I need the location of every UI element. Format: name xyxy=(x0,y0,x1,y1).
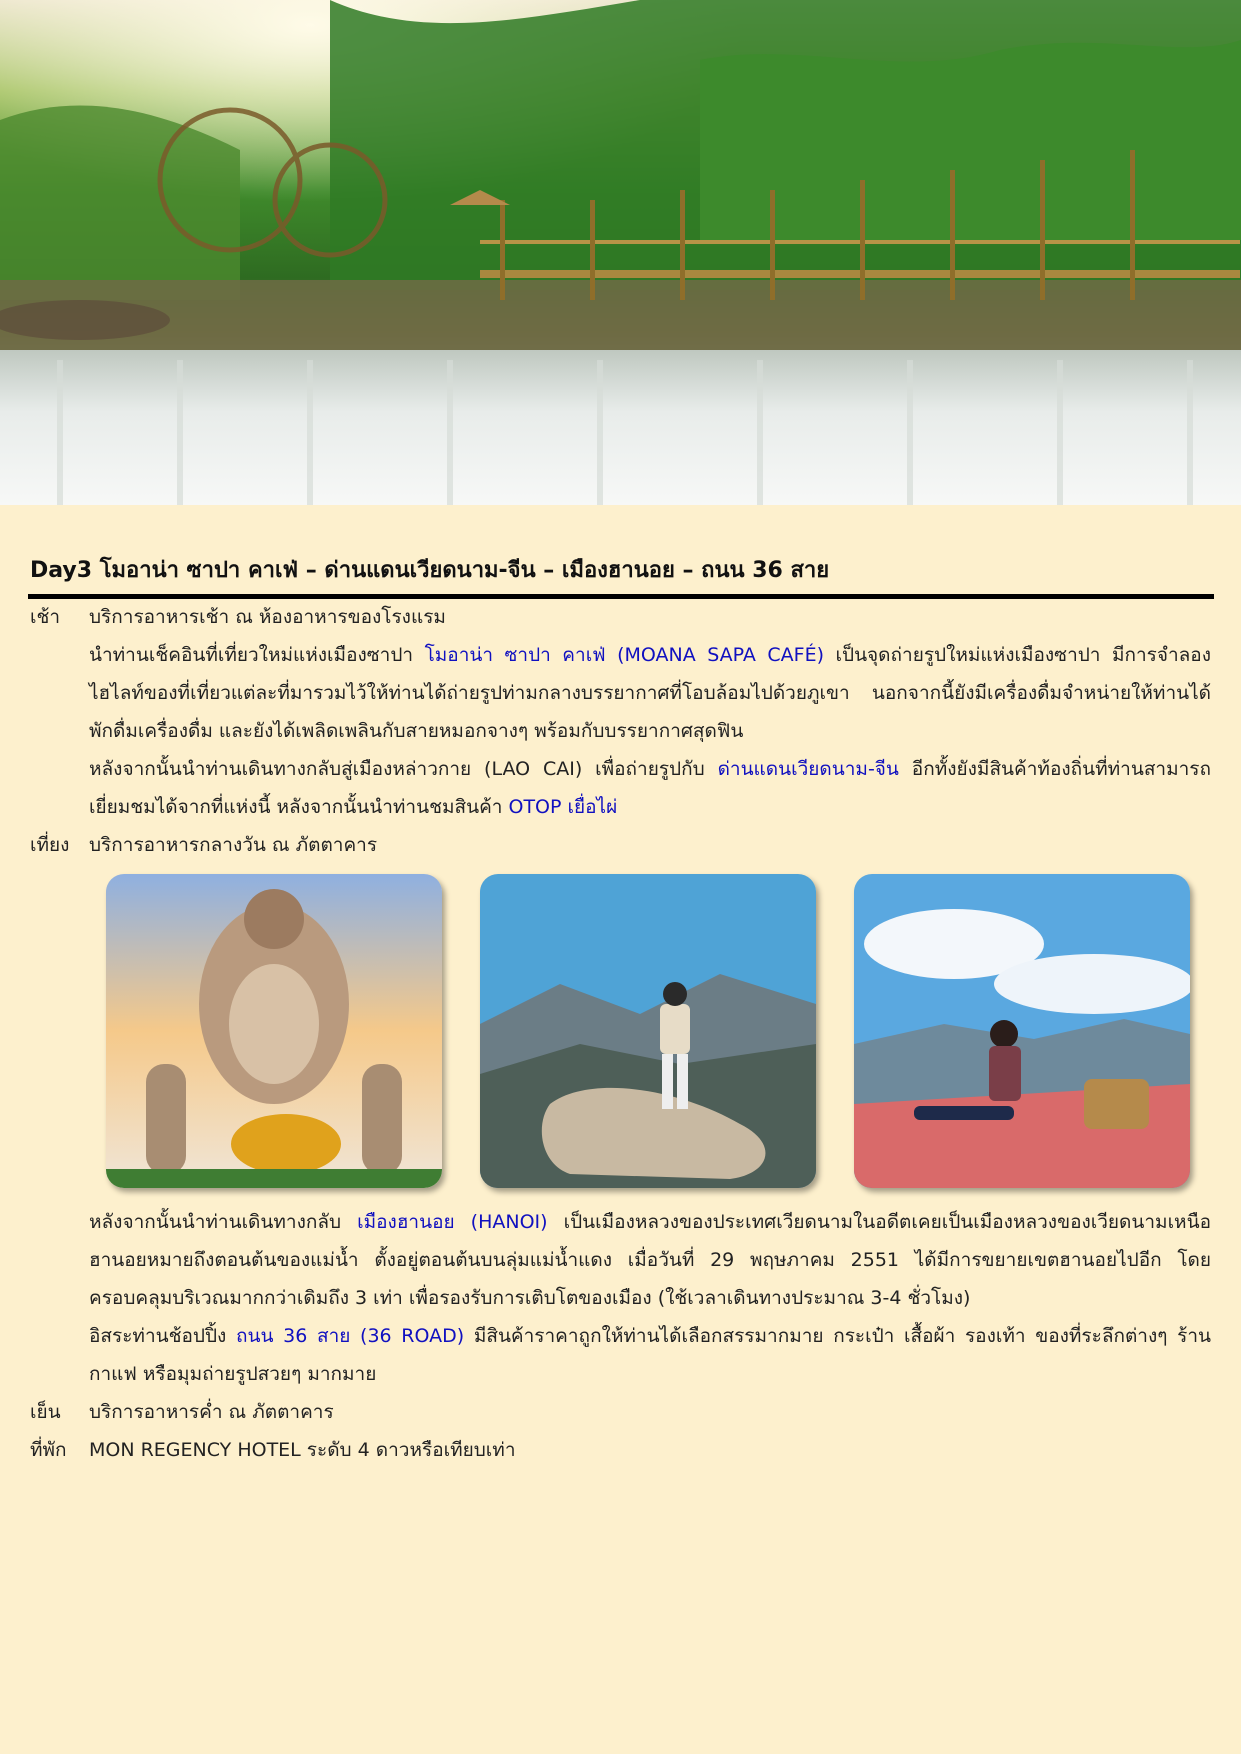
text: มีสินค้าราคาถูกให้ท่านได้เลือกสรรมากมาย กระเป๋า เสื้อผ้า รองเท้า ของที่ระลึกต่างๆ ร้านกาแฟ หรือมุมถ่ายรูปสวยๆ มากมาย xyxy=(89,1325,1211,1385)
page-title: Day3 โมอาน่า ซาปา คาเฟ่ – ด่านแดนเวียดนาม-จีน – เมืองฮานอย – ถนน 36 สาย xyxy=(30,558,830,583)
photo-statue-hands xyxy=(106,874,442,1188)
paragraph-hanoi xyxy=(89,1203,1211,1317)
schedule-text: บริการอาหารกลางวัน ณ ภัตตาคาร xyxy=(89,834,378,856)
highlight-text: โมอาน่า ซาปา คาเฟ่ (MOANA SAPA CAFÉ) xyxy=(424,644,825,666)
photo-picnic-mountain xyxy=(854,874,1190,1188)
highlight-text: เมืองฮานอย (HANOI) xyxy=(357,1211,548,1233)
text: นำท่านเช็คอินที่เที่ยวใหม่แห่งเมืองซาปา xyxy=(89,644,425,666)
paragraph-border xyxy=(89,750,1211,826)
time-label: เย็น xyxy=(30,1401,61,1423)
schedule-text: MON REGENCY HOTEL ระดับ 4 ดาวหรือเทียบเท่า xyxy=(89,1439,516,1461)
text: อิสระท่านช้อปปิ้ง xyxy=(89,1325,236,1347)
highlight-text: ถนน 36 สาย (36 ROAD) xyxy=(235,1325,465,1347)
text: หลังจากนั้นนำท่านเดินทางกลับสู่เมืองหล่าวกาย (LAO CAI) เพื่อถ่ายรูปกับ xyxy=(89,758,718,780)
time-label: เช้า xyxy=(30,606,61,628)
time-label: ที่พัก xyxy=(30,1439,67,1461)
time-label: เที่ยง xyxy=(30,834,70,856)
hero-photo xyxy=(0,0,1241,505)
text: หลังจากนั้นนำท่านเดินทางกลับ xyxy=(89,1211,358,1233)
highlight-text: ด่านแดนเวียดนาม-จีน xyxy=(717,758,899,780)
paragraph-36-road xyxy=(89,1317,1211,1393)
highlight-text: OTOP เยื่อไผ่ xyxy=(508,796,618,818)
schedule-text: บริการอาหารเช้า ณ ห้องอาหารของโรงแรม xyxy=(89,606,446,628)
waterfall-bridge-illustration xyxy=(0,0,1241,505)
schedule-text: บริการอาหารค่ำ ณ ภัตตาคาร xyxy=(89,1401,334,1423)
text: อีกทั้งยังมีสินค้าท้องถิ่นที่ท่านสามารถเยี่ยมชมได้จากที่แห่งนี้ หลังจากนั้นนำท่านชมสินค้า xyxy=(89,758,1211,818)
photo-giant-hand xyxy=(480,874,816,1188)
text: เป็นเมืองหลวงของประเทศเวียดนามในอดีตเคยเป็นเมืองหลวงของเวียดนามเหนือ ฮานอยหมายถึงตอนต้นของแม่น้ำ ตั้งอยู่ตอนต้นบนลุ่มแม่น้ำแดง เมื่อวันที่ 29 พฤษภาคม 2551 ได้มีการขยายเขตฮานอยไปอีก โดยครอบคลุมบริเวณมากกว่าเดิมถึง 3 เท่า เพื่อรองรับการเติบโตของเมือง (ใช้เวลาเดินทางประมาณ 3-4 ชั่วโมง) xyxy=(89,1211,1211,1309)
text: เป็นจุดถ่ายรูปใหม่แห่งเมืองซาปา มีการจำลองไฮไลท์ของที่เที่ยวแต่ละที่มารวมไว้ให้ท่านได้ถ่ายรูปท่ามกลางบรรยากาศที่โอบล้อมไปด้วยภูเขา นอกจากนี้ยังมีเครื่องดื่มจำหน่ายให้ท่านได้พักดื่มเครื่องดื่ม และยังได้เพลิดเพลินกับสายหมอกจางๆ พร้อมกับบรรยากาศสุดฟิน xyxy=(89,644,1211,742)
paragraph-moana-cafe xyxy=(89,636,1211,750)
